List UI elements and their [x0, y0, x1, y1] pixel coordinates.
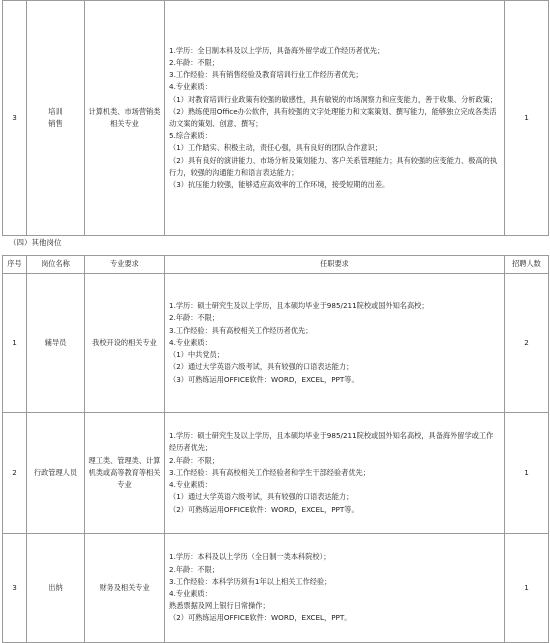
header-count: 招聘人数 — [505, 256, 549, 274]
requirement-line: 4.专业素质： — [169, 337, 212, 347]
requirement-line: 3.工作经验：具有高校相关工作经历者优先； — [169, 325, 313, 335]
count-cell: 2 — [505, 274, 549, 413]
table-row — [3, 274, 549, 413]
other-positions-table — [2, 255, 549, 643]
requirements-cell — [165, 413, 505, 534]
requirement-line: 3.工作经验：本科学历须有1年以上相关工作经验； — [169, 576, 332, 586]
major-cell: 计算机类、市场营销类相关专业 — [85, 1, 165, 236]
table-row — [3, 413, 549, 534]
major-cell: 理工类、管理类、计算机类或高等教育等相关专业 — [85, 413, 165, 534]
requirement-line: （2）具有良好的演讲能力、市场分析及策划能力、客户关系管理能力；具有较强的应变能力、极高的执行力，较强的沟通能力和语言表达能力； — [169, 155, 498, 177]
requirement-line: （2）可熟练运用OFFICE软件：WORD，EXCEL，PPT等。 — [169, 504, 359, 514]
requirements-cell — [165, 534, 505, 643]
requirement-line: 3.工作经验：具有销售经验及教育培训行业工作经历者优先； — [169, 70, 363, 80]
requirement-line: （1）工作踏实、积极主动，责任心强，具有良好的团队合作意识； — [169, 143, 383, 153]
requirement-line: 4.专业素质： — [169, 480, 212, 490]
count-cell: 1 — [505, 534, 549, 643]
count-cell: 1 — [505, 1, 549, 236]
requirement-line: 1.学历：硕士研究生及以上学历，且本硕均毕业于985/211院校或国外知名高校； — [169, 301, 429, 311]
requirement-line: 熟悉票据及网上银行日常操作； — [169, 601, 270, 611]
position-name-cell: 出纳 — [27, 534, 85, 643]
requirement-line: （3）可熟练运用OFFICE软件：WORD，EXCEL，PPT等。 — [169, 374, 359, 384]
requirement-line: （2）可熟练运用OFFICE软件：WORD，EXCEL，PPT。 — [169, 613, 352, 623]
positions-table-continued — [2, 0, 549, 236]
header-requirements: 任职要求 — [165, 256, 505, 274]
requirement-line: 3.工作经验：具有高校相关工作经验者和学生干部经验者优先； — [169, 467, 370, 477]
requirement-line: 1.学历：全日制本科及以上学历，具备海外留学或工作经历者优先； — [169, 45, 385, 55]
seq-cell: 3 — [3, 534, 27, 643]
position-name-cell: 行政管理人员 — [27, 413, 85, 534]
requirement-line: 2.年龄：不限； — [169, 455, 219, 465]
table-row — [3, 1, 549, 236]
requirement-line: 2.年龄：不限； — [169, 313, 219, 323]
requirement-line: 4.专业素质： — [169, 82, 212, 92]
requirement-line: （3）抗压能力较强，能够适应高效率的工作环境，接受短期的出差。 — [169, 180, 390, 190]
requirements-cell — [165, 274, 505, 413]
section-title: （四）其他岗位 — [9, 238, 62, 247]
requirement-line: （1）通过大学英语六级考试，具有较强的口语表达能力； — [169, 492, 354, 502]
requirement-line: 2.年龄：不限； — [169, 57, 219, 67]
requirements-cell — [165, 1, 505, 236]
position-name-cell: 辅导员 — [27, 274, 85, 413]
requirement-line: 1.学历：本科及以上学历（全日制一类本科院校）； — [169, 552, 331, 562]
major-cell: 财务及相关专业 — [85, 534, 165, 643]
header-major: 专业要求 — [85, 256, 165, 274]
requirement-line: （1）对教育培训行业政策有较强的敏感性，具有敏锐的市场洞察力和应变能力，善于收集、分析政策； — [169, 94, 498, 104]
requirement-line: 4.专业素质： — [169, 589, 212, 598]
seq-cell: 2 — [3, 413, 27, 534]
requirement-line: （2）通过大学英语六级考试，具有较强的口语表达能力； — [169, 362, 354, 372]
requirement-line: （1）中共党员； — [169, 350, 224, 360]
position-name-cell: 培训 销售 — [27, 1, 85, 236]
requirement-line: （2）熟练使用Office办公软件，具有较强的文字处理能力和文案策划、撰写能力，能够独立完成各类活动文案的策划、创意、撰写； — [169, 106, 497, 128]
seq-cell: 3 — [3, 1, 27, 236]
table-header-row — [3, 256, 549, 274]
major-cell: 我校开设的相关专业 — [85, 274, 165, 413]
header-seq: 序号 — [3, 256, 27, 274]
requirement-line: 1.学历：硕士研究生及以上学历，且本硕均毕业于985/211院校或国外知名高校，具备海外留学或工作经历者优先； — [169, 431, 494, 453]
requirement-line: 2.年龄：不限； — [169, 564, 219, 574]
requirement-line: 5.综合素质： — [169, 131, 212, 141]
seq-cell: 1 — [3, 274, 27, 413]
table-row — [3, 534, 549, 643]
count-cell: 1 — [505, 413, 549, 534]
header-position-name: 岗位名称 — [27, 256, 85, 274]
